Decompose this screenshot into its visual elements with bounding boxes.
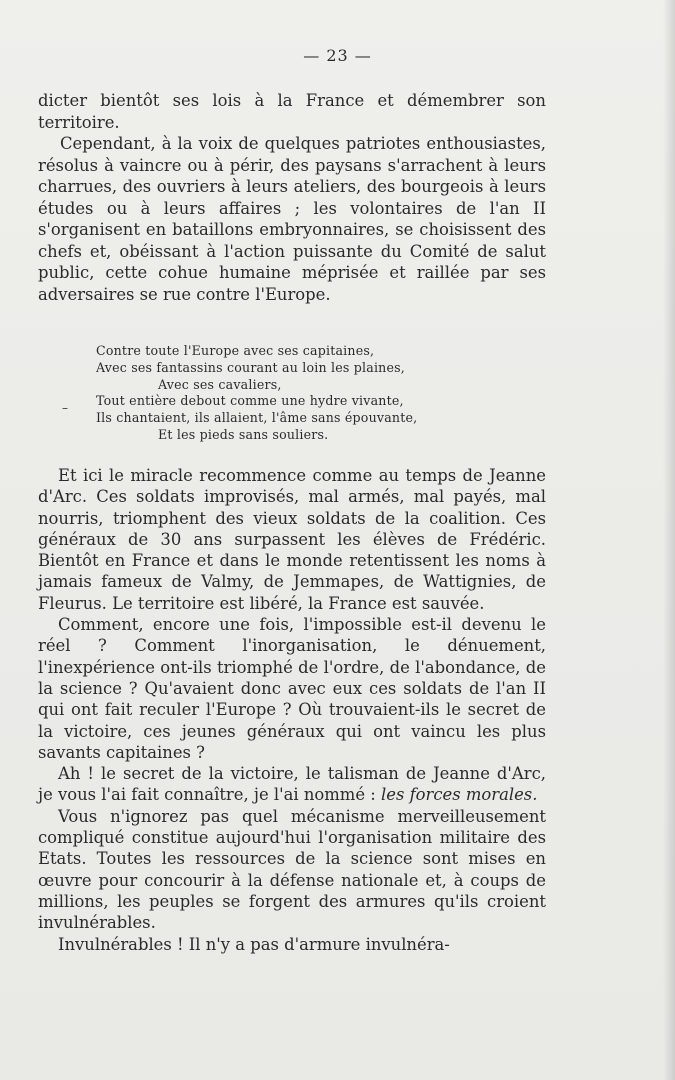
margin-dash: – [62,401,68,415]
paragraph-5-emphasis: les forces morales. [381,785,538,805]
paragraph-5-text: Ah ! le secret de la victoire, le talisman de Jeanne d'Arc, je vous l'ai fait connaître, je l'ai nommé : [38,764,546,805]
paragraph-5 [38,763,546,806]
paragraph-4: Comment, encore une fois, l'impossible est-il devenu le réel ? Comment l'inorganisation, le dénuement, l'inexpérience ont-ils triomphé de l'ordre, de l'abondance, de la science ? Qu'avaient donc avec eux ces soldats de l'an II qui ont fait reculer l'Europe ? Où trouvaient-ils le secret de la victoire, ces jeunes généraux qui ont vaincu les plus savants capitaines ? [38,615,546,762]
page-number: — 23 — [303,46,372,65]
paragraph-6: Vous n'ignorez pas quel mécanisme merveilleusement compliqué constitue aujourd'hui l'organisation militaire des Etats. Toutes les ressources de la science sont mises en œuvre pour concourir à la défense nationale et, à coups de millions, les peuples se forgent des armures qu'ils croient invulnérables. [38,806,546,933]
body-text-bottom [38,465,546,955]
scan-edge-shadow [663,0,675,1080]
poem-quote [96,343,516,444]
poem-line-3: Avec ses cavaliers, [158,376,282,392]
paragraph-7: Invulnérables ! Il n'y a pas d'armure invulnéra- [58,934,450,954]
paragraph-2: Cependant, à la voix de quelques patriotes enthousiastes, résolus à vaincre ou à périr, des paysans s'arrachent à leurs charrues, des ouvriers à leurs ateliers, des bourgeois à leurs études ou à leurs affaires ; les volontaires de l'an II s'organisent en bataillons embryonnaires, se choisissent des chefs et, obéissant à l'action puissante du Comité de salut public, cette cohue humaine méprisée et raillée par ses adversaires se rue contre l'Europe. [38,134,546,304]
poem-line-1: Contre toute l'Europe avec ses capitaines, [96,343,375,358]
body-text-top [38,90,546,305]
paragraph-1: dicter bientôt ses lois à la France et démembrer son territoire. [38,91,546,132]
poem-line-4: Tout entière debout comme une hydre vivante, [96,393,404,409]
poem-line-2: Avec ses fantassins courant au loin les plaines, [96,359,405,375]
poem-line-5: Ils chantaient, ils allaient, l'âme sans épouvante, [96,410,418,426]
poem-line-6: Et les pieds sans souliers. [158,426,329,442]
paragraph-3: Et ici le miracle recommence comme au temps de Jeanne d'Arc. Ces soldats improvisés, mal armés, mal payés, mal nourris, triomphent des vieux soldats de la coalition. Ces généraux de 30 ans surpassent les élèves de Frédéric. Bientôt en France et dans le monde retentissent les noms à jamais fameux de Valmy, de Jemmapes, de Wattignies, de Fleurus. Le territoire est libéré, la France est sauvée. [38,466,546,613]
